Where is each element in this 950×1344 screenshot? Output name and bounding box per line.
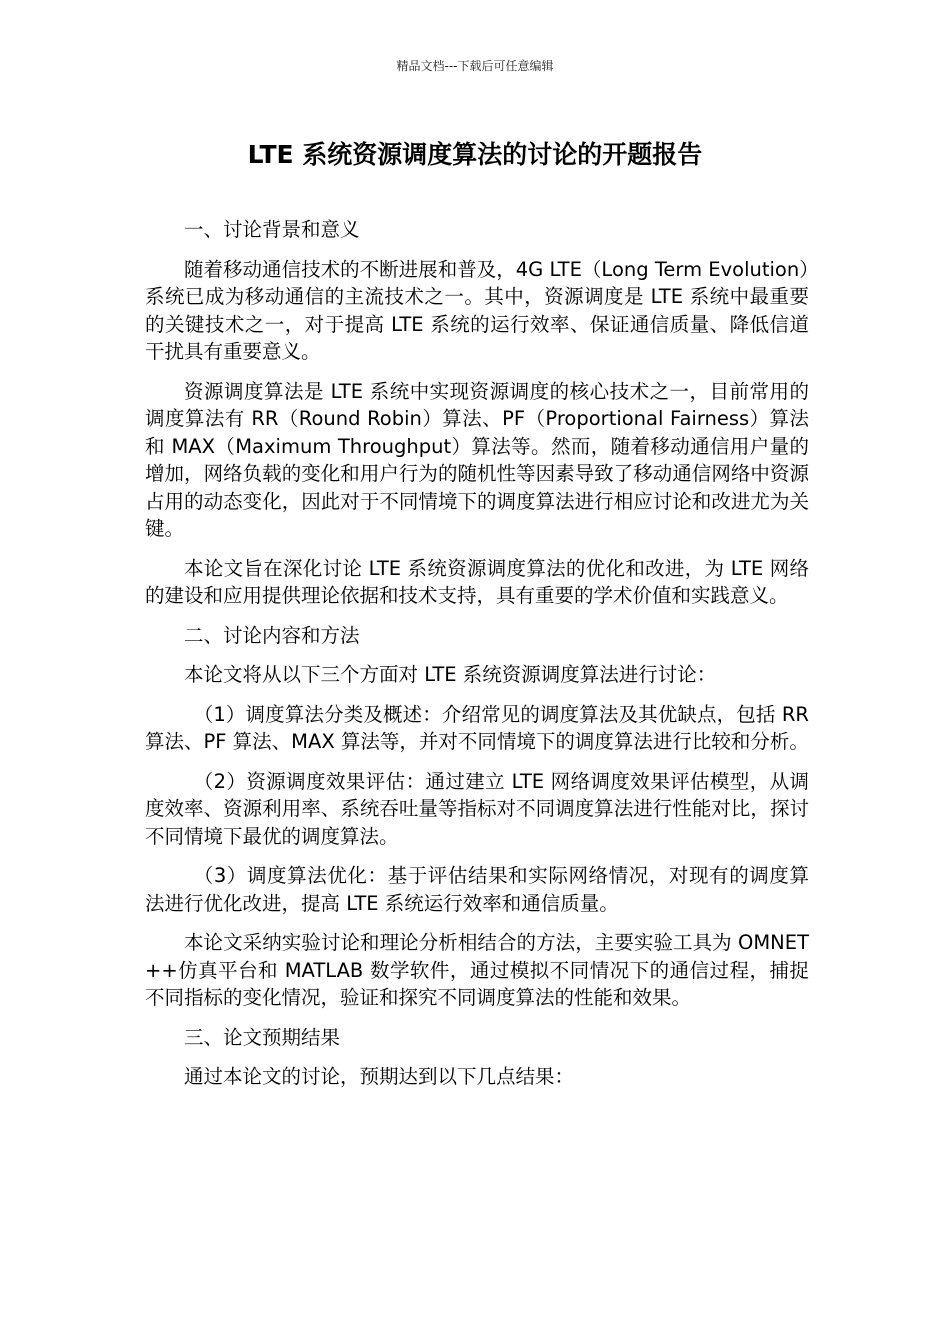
document-title: LTE 系统资源调度算法的讨论的开题报告 xyxy=(247,140,703,169)
paragraph-method: 本论文采纳实验讨论和理论分析相结合的方法，主要实验工具为 OMNET++仿真平台和 MATLAB 数学软件，通过模拟不同情况下的通信过程，捕捉不同指标的变化情况，验证和探究不同调度算法的性能和效果。 xyxy=(145,931,809,1009)
section-heading-expected-results: 三、论文预期结果 xyxy=(184,1025,341,1049)
paragraph-background-3: 本论文旨在深化讨论 LTE 系统资源调度算法的优化和改进，为 LTE 网络的建设和应用提供理论依据和技术支持，具有重要的学术价值和实践意义。 xyxy=(145,556,809,607)
paragraph-background-1: 随着移动通信技术的不断进展和普及，4G LTE（Long Term Evolution）系统已成为移动通信的主流技术之一。其中，资源调度是 LTE 系统中最重要的关键技术之一，对于提高 LTE 系统的运行效率、保证通信质量、降低信道干扰具有重要意义。 xyxy=(145,257,809,363)
paragraph-content-intro: 本论文将从以下三个方面对 LTE 系统资源调度算法进行讨论： xyxy=(184,663,717,686)
paragraph-background-2: 资源调度算法是 LTE 系统中实现资源调度的核心技术之一，目前常用的调度算法有 RR（Round Robin）算法、PF（Proportional Fairness）算法和 MAX（Maximum Throughput）算法等。然而，随着移动通信用户量的增加，网络负载的变化和用户行为的随机性等因素导致了移动通信网络中资源占用的动态变化，因此对于不同情境下的调度算法进行相应讨论和改进尤为关键。 xyxy=(145,379,809,540)
list-item-effect-evaluation: （2）资源调度效果评估：通过建立 LTE 网络调度效果评估模型，从调度效率、资源利用率、系统吞吐量等指标对不同调度算法进行性能对比，探讨不同情境下最优的调度算法。 xyxy=(145,769,809,848)
page-header: 精品文档---下载后可任意编辑 xyxy=(396,59,554,73)
document-body xyxy=(145,216,809,1103)
section-heading-background: 一、讨论背景和意义 xyxy=(184,218,360,241)
section-heading-content-method: 二、讨论内容和方法 xyxy=(184,623,360,647)
list-item-algorithm-optimization: （3）调度算法优化：基于评估结果和实际网络情况，对现有的调度算法进行优化改进，提高 LTE 系统运行效率和通信质量。 xyxy=(145,864,809,915)
paragraph-expected-results-intro: 通过本论文的讨论，预期达到以下几点结果： xyxy=(184,1065,575,1088)
list-item-algorithm-classification: （1）调度算法分类及概述：介绍常见的调度算法及其优缺点，包括 RR 算法、PF 算法、MAX 算法等，并对不同情境下的调度算法进行比较和分析。 xyxy=(145,702,809,753)
